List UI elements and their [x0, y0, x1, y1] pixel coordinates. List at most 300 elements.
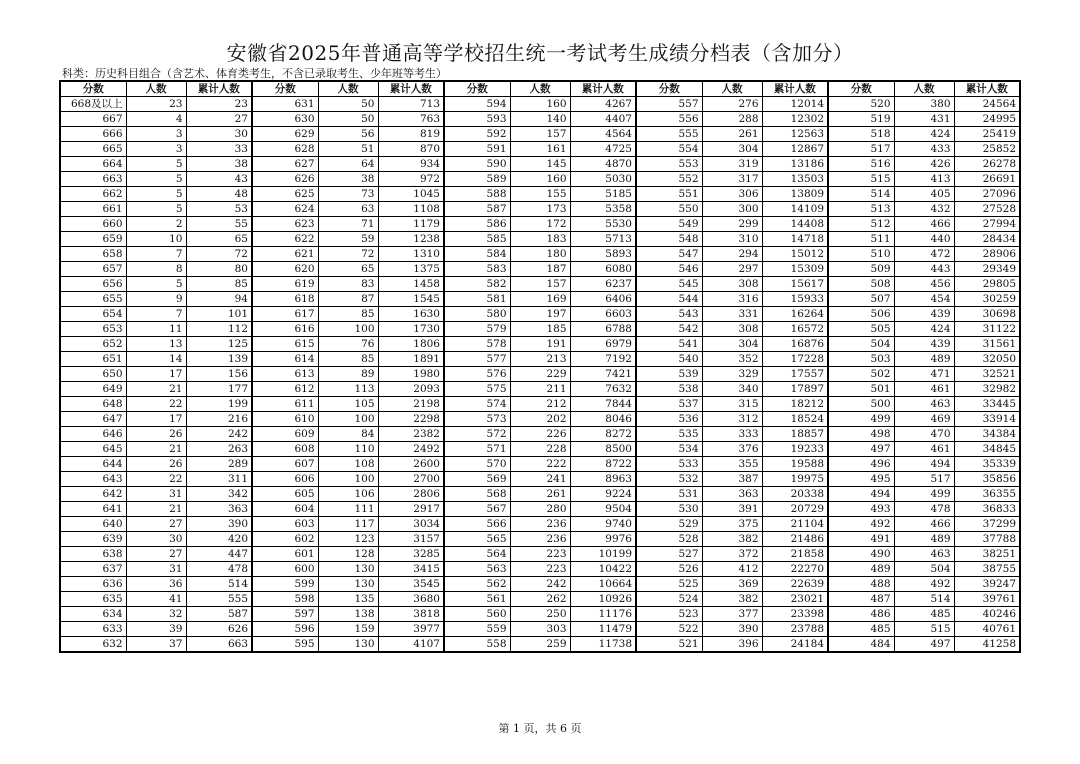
score-cell: 504 [828, 337, 894, 352]
cumulative-cell: 139 [186, 352, 252, 367]
score-cell: 593 [444, 112, 510, 127]
score-cell: 509 [828, 262, 894, 277]
cumulative-cell: 33445 [954, 397, 1020, 412]
count-cell: 23 [126, 97, 186, 112]
count-cell: 187 [510, 262, 570, 277]
cumulative-cell: 72 [186, 247, 252, 262]
count-cell: 316 [702, 292, 762, 307]
cumulative-cell: 177 [186, 382, 252, 397]
cumulative-cell: 1891 [378, 352, 444, 367]
cumulative-cell: 1730 [378, 322, 444, 337]
score-cell: 550 [636, 202, 702, 217]
cumulative-cell: 6603 [570, 307, 636, 322]
column-header: 人数 [126, 81, 186, 97]
cumulative-cell: 19233 [762, 442, 828, 457]
score-cell: 527 [636, 547, 702, 562]
score-cell: 488 [828, 577, 894, 592]
cumulative-cell: 4407 [570, 112, 636, 127]
cumulative-cell: 18524 [762, 412, 828, 427]
score-cell: 591 [444, 142, 510, 157]
count-cell: 72 [318, 247, 378, 262]
count-cell: 13 [126, 337, 186, 352]
count-cell: 5 [126, 187, 186, 202]
score-cell: 516 [828, 157, 894, 172]
score-cell: 590 [444, 157, 510, 172]
count-cell: 390 [702, 622, 762, 637]
score-cell: 584 [444, 247, 510, 262]
score-cell: 491 [828, 532, 894, 547]
cumulative-cell: 28434 [954, 232, 1020, 247]
score-cell: 561 [444, 592, 510, 607]
count-cell: 21 [126, 382, 186, 397]
cumulative-cell: 28906 [954, 247, 1020, 262]
cumulative-cell: 2198 [378, 397, 444, 412]
score-cell: 523 [636, 607, 702, 622]
score-cell: 573 [444, 412, 510, 427]
count-cell: 73 [318, 187, 378, 202]
cumulative-cell: 6979 [570, 337, 636, 352]
score-cell: 651 [60, 352, 126, 367]
score-cell: 551 [636, 187, 702, 202]
count-cell: 38 [318, 172, 378, 187]
cumulative-cell: 35339 [954, 457, 1020, 472]
count-cell: 130 [318, 562, 378, 577]
cumulative-cell: 934 [378, 157, 444, 172]
count-cell: 197 [510, 307, 570, 322]
count-cell: 5 [126, 157, 186, 172]
cumulative-cell: 5530 [570, 217, 636, 232]
count-cell: 223 [510, 562, 570, 577]
cumulative-cell: 3680 [378, 592, 444, 607]
score-cell: 646 [60, 427, 126, 442]
cumulative-cell: 27994 [954, 217, 1020, 232]
cumulative-cell: 8272 [570, 427, 636, 442]
count-cell: 443 [894, 262, 954, 277]
table-row [60, 382, 1020, 397]
count-cell: 108 [318, 457, 378, 472]
cumulative-cell: 80 [186, 262, 252, 277]
cumulative-cell: 17557 [762, 367, 828, 382]
count-cell: 63 [318, 202, 378, 217]
cumulative-cell: 17228 [762, 352, 828, 367]
table-row [60, 412, 1020, 427]
count-cell: 71 [318, 217, 378, 232]
cumulative-cell: 972 [378, 172, 444, 187]
cumulative-cell: 11479 [570, 622, 636, 637]
cumulative-cell: 26278 [954, 157, 1020, 172]
count-cell: 10 [126, 232, 186, 247]
table-row [60, 472, 1020, 487]
score-cell: 485 [828, 622, 894, 637]
score-cell: 566 [444, 517, 510, 532]
score-cell: 577 [444, 352, 510, 367]
count-cell: 382 [702, 592, 762, 607]
score-cell: 557 [636, 97, 702, 112]
count-cell: 11 [126, 322, 186, 337]
table-row [60, 277, 1020, 292]
cumulative-cell: 48 [186, 187, 252, 202]
score-cell: 627 [252, 157, 318, 172]
score-cell: 640 [60, 517, 126, 532]
column-header: 分数 [252, 81, 318, 97]
score-cell: 653 [60, 322, 126, 337]
score-cell: 592 [444, 127, 510, 142]
count-cell: 391 [702, 502, 762, 517]
score-cell: 611 [252, 397, 318, 412]
count-cell: 50 [318, 112, 378, 127]
cumulative-cell: 11738 [570, 637, 636, 653]
cumulative-cell: 12014 [762, 97, 828, 112]
cumulative-cell: 3285 [378, 547, 444, 562]
score-cell: 514 [828, 187, 894, 202]
cumulative-cell: 27 [186, 112, 252, 127]
cumulative-cell: 1310 [378, 247, 444, 262]
count-cell: 317 [702, 172, 762, 187]
count-cell: 84 [318, 427, 378, 442]
count-cell: 31 [126, 562, 186, 577]
column-header: 累计人数 [570, 81, 636, 97]
cumulative-cell: 30 [186, 127, 252, 142]
cumulative-cell: 27096 [954, 187, 1020, 202]
table-row [60, 532, 1020, 547]
table-row [60, 337, 1020, 352]
score-cell: 582 [444, 277, 510, 292]
table-row [60, 562, 1020, 577]
score-cell: 623 [252, 217, 318, 232]
count-cell: 424 [894, 127, 954, 142]
count-cell: 412 [702, 562, 762, 577]
cumulative-cell: 101 [186, 307, 252, 322]
cumulative-cell: 38 [186, 157, 252, 172]
score-cell: 538 [636, 382, 702, 397]
cumulative-cell: 870 [378, 142, 444, 157]
cumulative-cell: 6237 [570, 277, 636, 292]
cumulative-cell: 1458 [378, 277, 444, 292]
count-cell: 236 [510, 517, 570, 532]
count-cell: 113 [318, 382, 378, 397]
cumulative-cell: 34845 [954, 442, 1020, 457]
count-cell: 8 [126, 262, 186, 277]
score-cell: 492 [828, 517, 894, 532]
score-cell: 537 [636, 397, 702, 412]
score-cell: 605 [252, 487, 318, 502]
count-cell: 466 [894, 517, 954, 532]
count-cell: 157 [510, 277, 570, 292]
count-cell: 471 [894, 367, 954, 382]
count-cell: 106 [318, 487, 378, 502]
score-cell: 578 [444, 337, 510, 352]
count-cell: 17 [126, 367, 186, 382]
cumulative-cell: 3157 [378, 532, 444, 547]
score-cell: 511 [828, 232, 894, 247]
count-cell: 135 [318, 592, 378, 607]
cumulative-cell: 112 [186, 322, 252, 337]
score-cell: 513 [828, 202, 894, 217]
cumulative-cell: 2806 [378, 487, 444, 502]
count-cell: 183 [510, 232, 570, 247]
cumulative-cell: 1545 [378, 292, 444, 307]
score-cell: 624 [252, 202, 318, 217]
cumulative-cell: 12563 [762, 127, 828, 142]
count-cell: 485 [894, 607, 954, 622]
score-cell: 581 [444, 292, 510, 307]
cumulative-cell: 32050 [954, 352, 1020, 367]
score-cell: 506 [828, 307, 894, 322]
cumulative-cell: 41258 [954, 637, 1020, 653]
count-cell: 259 [510, 637, 570, 653]
score-cell: 632 [60, 637, 126, 653]
count-cell: 191 [510, 337, 570, 352]
cumulative-cell: 21486 [762, 532, 828, 547]
count-cell: 514 [894, 592, 954, 607]
count-cell: 426 [894, 157, 954, 172]
score-cell: 628 [252, 142, 318, 157]
count-cell: 331 [702, 307, 762, 322]
cumulative-cell: 26691 [954, 172, 1020, 187]
count-cell: 280 [510, 502, 570, 517]
score-cell: 655 [60, 292, 126, 307]
cumulative-cell: 24184 [762, 637, 828, 653]
count-cell: 140 [510, 112, 570, 127]
score-cell: 580 [444, 307, 510, 322]
cumulative-cell: 4725 [570, 142, 636, 157]
cumulative-cell: 40761 [954, 622, 1020, 637]
score-cell: 502 [828, 367, 894, 382]
cumulative-cell: 19588 [762, 457, 828, 472]
cumulative-cell: 85 [186, 277, 252, 292]
count-cell: 340 [702, 382, 762, 397]
subject-category-label: 科类：历史科目组合（含艺术、体育类考生，不含已录取考生、少年班等考生） [62, 67, 447, 80]
cumulative-cell: 7844 [570, 397, 636, 412]
score-cell: 607 [252, 457, 318, 472]
cumulative-cell: 342 [186, 487, 252, 502]
count-cell: 130 [318, 637, 378, 653]
table-row [60, 427, 1020, 442]
cumulative-cell: 31122 [954, 322, 1020, 337]
score-cell: 600 [252, 562, 318, 577]
score-cell: 662 [60, 187, 126, 202]
count-cell: 36 [126, 577, 186, 592]
score-cell: 583 [444, 262, 510, 277]
score-cell: 608 [252, 442, 318, 457]
cumulative-cell: 22639 [762, 577, 828, 592]
score-cell: 615 [252, 337, 318, 352]
score-cell: 633 [60, 622, 126, 637]
count-cell: 2 [126, 217, 186, 232]
cumulative-cell: 20338 [762, 487, 828, 502]
score-cell: 586 [444, 217, 510, 232]
count-cell: 51 [318, 142, 378, 157]
count-cell: 456 [894, 277, 954, 292]
count-cell: 226 [510, 427, 570, 442]
count-cell: 504 [894, 562, 954, 577]
cumulative-cell: 6406 [570, 292, 636, 307]
cumulative-cell: 17897 [762, 382, 828, 397]
score-cell: 541 [636, 337, 702, 352]
score-cell: 574 [444, 397, 510, 412]
count-cell: 100 [318, 472, 378, 487]
count-cell: 382 [702, 532, 762, 547]
count-cell: 470 [894, 427, 954, 442]
count-cell: 160 [510, 172, 570, 187]
count-cell: 304 [702, 142, 762, 157]
score-cell: 613 [252, 367, 318, 382]
cumulative-cell: 125 [186, 337, 252, 352]
score-cell: 517 [828, 142, 894, 157]
score-cell: 585 [444, 232, 510, 247]
cumulative-cell: 3034 [378, 517, 444, 532]
cumulative-cell: 14408 [762, 217, 828, 232]
cumulative-cell: 626 [186, 622, 252, 637]
count-cell: 472 [894, 247, 954, 262]
cumulative-cell: 11176 [570, 607, 636, 622]
score-cell: 501 [828, 382, 894, 397]
score-cell: 540 [636, 352, 702, 367]
count-cell: 319 [702, 157, 762, 172]
cumulative-cell: 555 [186, 592, 252, 607]
cumulative-cell: 29349 [954, 262, 1020, 277]
cumulative-cell: 38755 [954, 562, 1020, 577]
cumulative-cell: 1045 [378, 187, 444, 202]
column-header: 分数 [60, 81, 126, 97]
cumulative-cell: 4870 [570, 157, 636, 172]
count-cell: 466 [894, 217, 954, 232]
count-cell: 303 [510, 622, 570, 637]
count-cell: 169 [510, 292, 570, 307]
cumulative-cell: 1375 [378, 262, 444, 277]
cumulative-cell: 21858 [762, 547, 828, 562]
count-cell: 276 [702, 97, 762, 112]
page-title: 安徽省2025年普通高等学校招生统一考试考生成绩分档表（含加分） [226, 41, 854, 65]
count-cell: 4 [126, 112, 186, 127]
cumulative-cell: 37788 [954, 532, 1020, 547]
count-cell: 387 [702, 472, 762, 487]
score-cell: 534 [636, 442, 702, 457]
cumulative-cell: 9740 [570, 517, 636, 532]
score-cell: 638 [60, 547, 126, 562]
score-cell: 635 [60, 592, 126, 607]
count-cell: 377 [702, 607, 762, 622]
table-row [60, 217, 1020, 232]
table-row [60, 127, 1020, 142]
score-cell: 606 [252, 472, 318, 487]
score-cell: 530 [636, 502, 702, 517]
score-cell: 650 [60, 367, 126, 382]
count-cell: 489 [894, 532, 954, 547]
count-cell: 369 [702, 577, 762, 592]
count-cell: 262 [510, 592, 570, 607]
count-cell: 439 [894, 307, 954, 322]
score-cell: 512 [828, 217, 894, 232]
cumulative-cell: 5185 [570, 187, 636, 202]
cumulative-cell: 14718 [762, 232, 828, 247]
score-cell: 610 [252, 412, 318, 427]
cumulative-cell: 39761 [954, 592, 1020, 607]
cumulative-cell: 9224 [570, 487, 636, 502]
count-cell: 89 [318, 367, 378, 382]
cumulative-cell: 2700 [378, 472, 444, 487]
count-cell: 228 [510, 442, 570, 457]
cumulative-cell: 32982 [954, 382, 1020, 397]
cumulative-cell: 199 [186, 397, 252, 412]
table-row [60, 367, 1020, 382]
cumulative-cell: 23021 [762, 592, 828, 607]
count-cell: 50 [318, 97, 378, 112]
count-cell: 440 [894, 232, 954, 247]
score-cell: 572 [444, 427, 510, 442]
cumulative-cell: 12302 [762, 112, 828, 127]
score-cell: 542 [636, 322, 702, 337]
score-cell: 642 [60, 487, 126, 502]
count-cell: 56 [318, 127, 378, 142]
score-cell: 565 [444, 532, 510, 547]
count-cell: 250 [510, 607, 570, 622]
count-cell: 83 [318, 277, 378, 292]
score-cell: 617 [252, 307, 318, 322]
score-cell: 507 [828, 292, 894, 307]
cumulative-cell: 23398 [762, 607, 828, 622]
cumulative-cell: 21104 [762, 517, 828, 532]
score-cell: 564 [444, 547, 510, 562]
count-cell: 3 [126, 142, 186, 157]
score-cell: 668及以上 [60, 97, 126, 112]
score-distribution-table [59, 80, 1021, 653]
count-cell: 202 [510, 412, 570, 427]
cumulative-cell: 7421 [570, 367, 636, 382]
count-cell: 21 [126, 442, 186, 457]
count-cell: 213 [510, 352, 570, 367]
score-cell: 630 [252, 112, 318, 127]
count-cell: 308 [702, 322, 762, 337]
cumulative-cell: 23788 [762, 622, 828, 637]
score-cell: 665 [60, 142, 126, 157]
count-cell: 517 [894, 472, 954, 487]
count-cell: 355 [702, 457, 762, 472]
count-cell: 138 [318, 607, 378, 622]
cumulative-cell: 94 [186, 292, 252, 307]
table-row [60, 442, 1020, 457]
count-cell: 494 [894, 457, 954, 472]
cumulative-cell: 390 [186, 517, 252, 532]
score-cell: 552 [636, 172, 702, 187]
cumulative-cell: 24995 [954, 112, 1020, 127]
score-cell: 562 [444, 577, 510, 592]
cumulative-cell: 65 [186, 232, 252, 247]
score-cell: 618 [252, 292, 318, 307]
cumulative-cell: 2298 [378, 412, 444, 427]
count-cell: 299 [702, 217, 762, 232]
score-cell: 634 [60, 607, 126, 622]
count-cell: 41 [126, 592, 186, 607]
column-header: 累计人数 [378, 81, 444, 97]
cumulative-cell: 6788 [570, 322, 636, 337]
cumulative-cell: 263 [186, 442, 252, 457]
score-cell: 532 [636, 472, 702, 487]
cumulative-cell: 13186 [762, 157, 828, 172]
count-cell: 173 [510, 202, 570, 217]
cumulative-cell: 37299 [954, 517, 1020, 532]
score-cell: 645 [60, 442, 126, 457]
cumulative-cell: 14109 [762, 202, 828, 217]
score-cell: 647 [60, 412, 126, 427]
score-cell: 656 [60, 277, 126, 292]
cumulative-cell: 25852 [954, 142, 1020, 157]
score-cell: 609 [252, 427, 318, 442]
score-cell: 499 [828, 412, 894, 427]
score-cell: 559 [444, 622, 510, 637]
count-cell: 242 [510, 577, 570, 592]
cumulative-cell: 2093 [378, 382, 444, 397]
